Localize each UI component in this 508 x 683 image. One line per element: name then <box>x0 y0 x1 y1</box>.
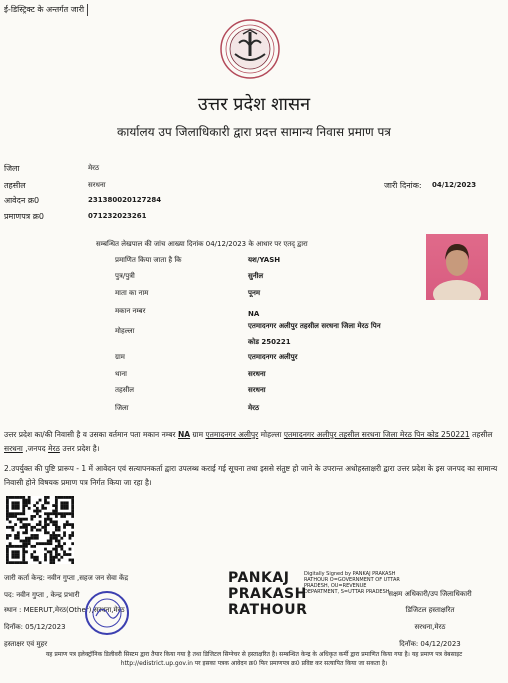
detail-label-7: थाना <box>115 370 127 378</box>
up-government-emblem <box>219 18 281 80</box>
signature-seal-label: हस्ताक्षर एवं मुहर <box>4 640 48 648</box>
district-value: मेरठ <box>88 164 100 172</box>
issuing-center: जारी कर्ता केन्द्र: नवीन गुप्ता ,सहज जन सेवा केंद्र <box>4 574 129 582</box>
residence-paragraph: उत्तर प्रदेश का/की निवासी है व उसका वर्तमान पता मकान नम्बर NA ग्राम एतमादनगर अलीपुर मोहल्ला एतमादनगर अलीपुर तहसील सरधना जिला मेरठ पिन कोड 250221 तहसील सरधना ,जनपद मेरठ उत्तर प्रदेश है। <box>4 430 493 453</box>
authority-title: सक्षम अधिकारी/उप जिलाधिकारी <box>388 590 472 598</box>
detail-value-5: कोड 250221 <box>248 338 291 346</box>
intro-line: सम्बन्धित लेखपाल की जांच आख्या दिनांक 04/12/2023 के आधार पर एतद् द्वारा <box>96 240 308 248</box>
detail-label-1: पुत्र/पुत्री <box>115 272 135 280</box>
tehsil-value: सरधना <box>88 181 106 189</box>
issuer-post: पद: नवीन गुप्ता , केन्द्र प्रभारी <box>4 591 80 599</box>
issuer-date: दिनॉक: 05/12/2023 <box>4 623 66 631</box>
district-label: जिला <box>4 164 20 173</box>
application-no-value: 231380020127284 <box>88 196 162 204</box>
detail-value-1: सुनील <box>248 272 264 280</box>
tehsil-label: तहसील <box>4 181 26 190</box>
certificate-no-label: प्रमाणपत्र क्र0 <box>4 212 44 221</box>
certificate-no-value: 071232023261 <box>88 212 147 220</box>
detail-label-4: मोहल्ला <box>115 327 135 335</box>
confirmation-paragraph: 2.उपर्युक्त की पुष्टि प्रारूप - 1 में आवेदन एवं सत्यापनकर्ता द्वारा उपलब्ध कराई गई सूचना तथा इससे संतुष्ट हो जाने के उपरान्त अधोहस्ताक्षरी द्वारा उत्तर प्रदेश के इस जनपद का सामान्य निवासी होने विषयक प्रमाण पत्र निर्गत किया जा रहा है। <box>4 464 498 487</box>
detail-label-0: प्रमाणित किया जाता है कि <box>115 256 182 264</box>
detail-value-3: NA <box>248 310 260 318</box>
detail-label-8: तहसील <box>115 386 134 394</box>
qr-code <box>6 496 74 564</box>
issuer-place: स्थान : MEERUT,मेरठ(Other),सरधना,मेरठ <box>4 606 125 614</box>
header-note: ई-डिस्ट्रिक्ट के अन्तर्गत जारी <box>4 4 88 16</box>
detail-label-9: जिला <box>115 404 129 412</box>
authority-digital-signed: डिजिटल हस्ताक्षरित <box>405 606 455 614</box>
issue-date-label: जारी दिनांक: <box>384 181 422 190</box>
digital-signature-info: Digitally Signed by PANKAJ PRAKASH RATHOUR O=GOVERNMENT OF UTTAR PRADESH, OU=REVENUE DEPARTMENT, S=UTTAR PRADESH <box>304 571 400 595</box>
document-title: उत्तर प्रदेश शासन <box>197 94 311 115</box>
detail-value-8: सरधना <box>248 386 266 394</box>
detail-label-3: मकान नम्बर <box>115 307 146 315</box>
detail-value-6: एतमादनगर अलीपुर <box>248 353 298 361</box>
application-no-label: आवेदन क्र0 <box>4 196 40 205</box>
center-seal-stamp <box>84 590 130 636</box>
detail-value-2: पूनम <box>248 289 261 297</box>
detail-label-2: माता का नाम <box>115 289 149 297</box>
detail-value-4: एतमादनगर अलीपुर तहसील सरधना जिला मेरठ पिन <box>248 322 381 330</box>
digital-signer-name: PANKAJ PRAKASH RATHOUR <box>228 570 308 618</box>
applicant-photo <box>426 234 488 300</box>
authority-place: सरधना,मेरठ <box>414 623 446 631</box>
authority-date: दिनॉक: 04/12/2023 <box>399 640 461 648</box>
detail-value-9: मेरठ <box>248 404 260 412</box>
issue-date-value: 04/12/2023 <box>432 181 477 189</box>
detail-value-7: सरधना <box>248 370 266 378</box>
detail-label-6: ग्राम <box>115 353 125 361</box>
detail-value-0: यश/YASH <box>248 256 281 264</box>
footer-note: यह प्रमाण पत्र इलेक्ट्रॉनिक डिलीवरी सिस्टम द्वारा तैयार किया गया है तथा डिजिटल सिग्नेचर से हस्ताक्षरित है। सम्बन्धित केन्द्र के अधिकृत कर्मी द्वारा प्रमाणित किया गया है। यह प्रमाण पत्र वेबसाइट http://edistrict.up.gov.in पर इसका पत्रक आवेदन क्र0 फिर प्रमाणपत्र क्र0 प्रविष्ट कर सत्यापित किया जा सकता है। <box>45 651 463 667</box>
document-subtitle: कार्यालय उप जिलाधिकारी द्वारा प्रदत्त सामान्य निवास प्रमाण पत्र <box>117 125 391 139</box>
